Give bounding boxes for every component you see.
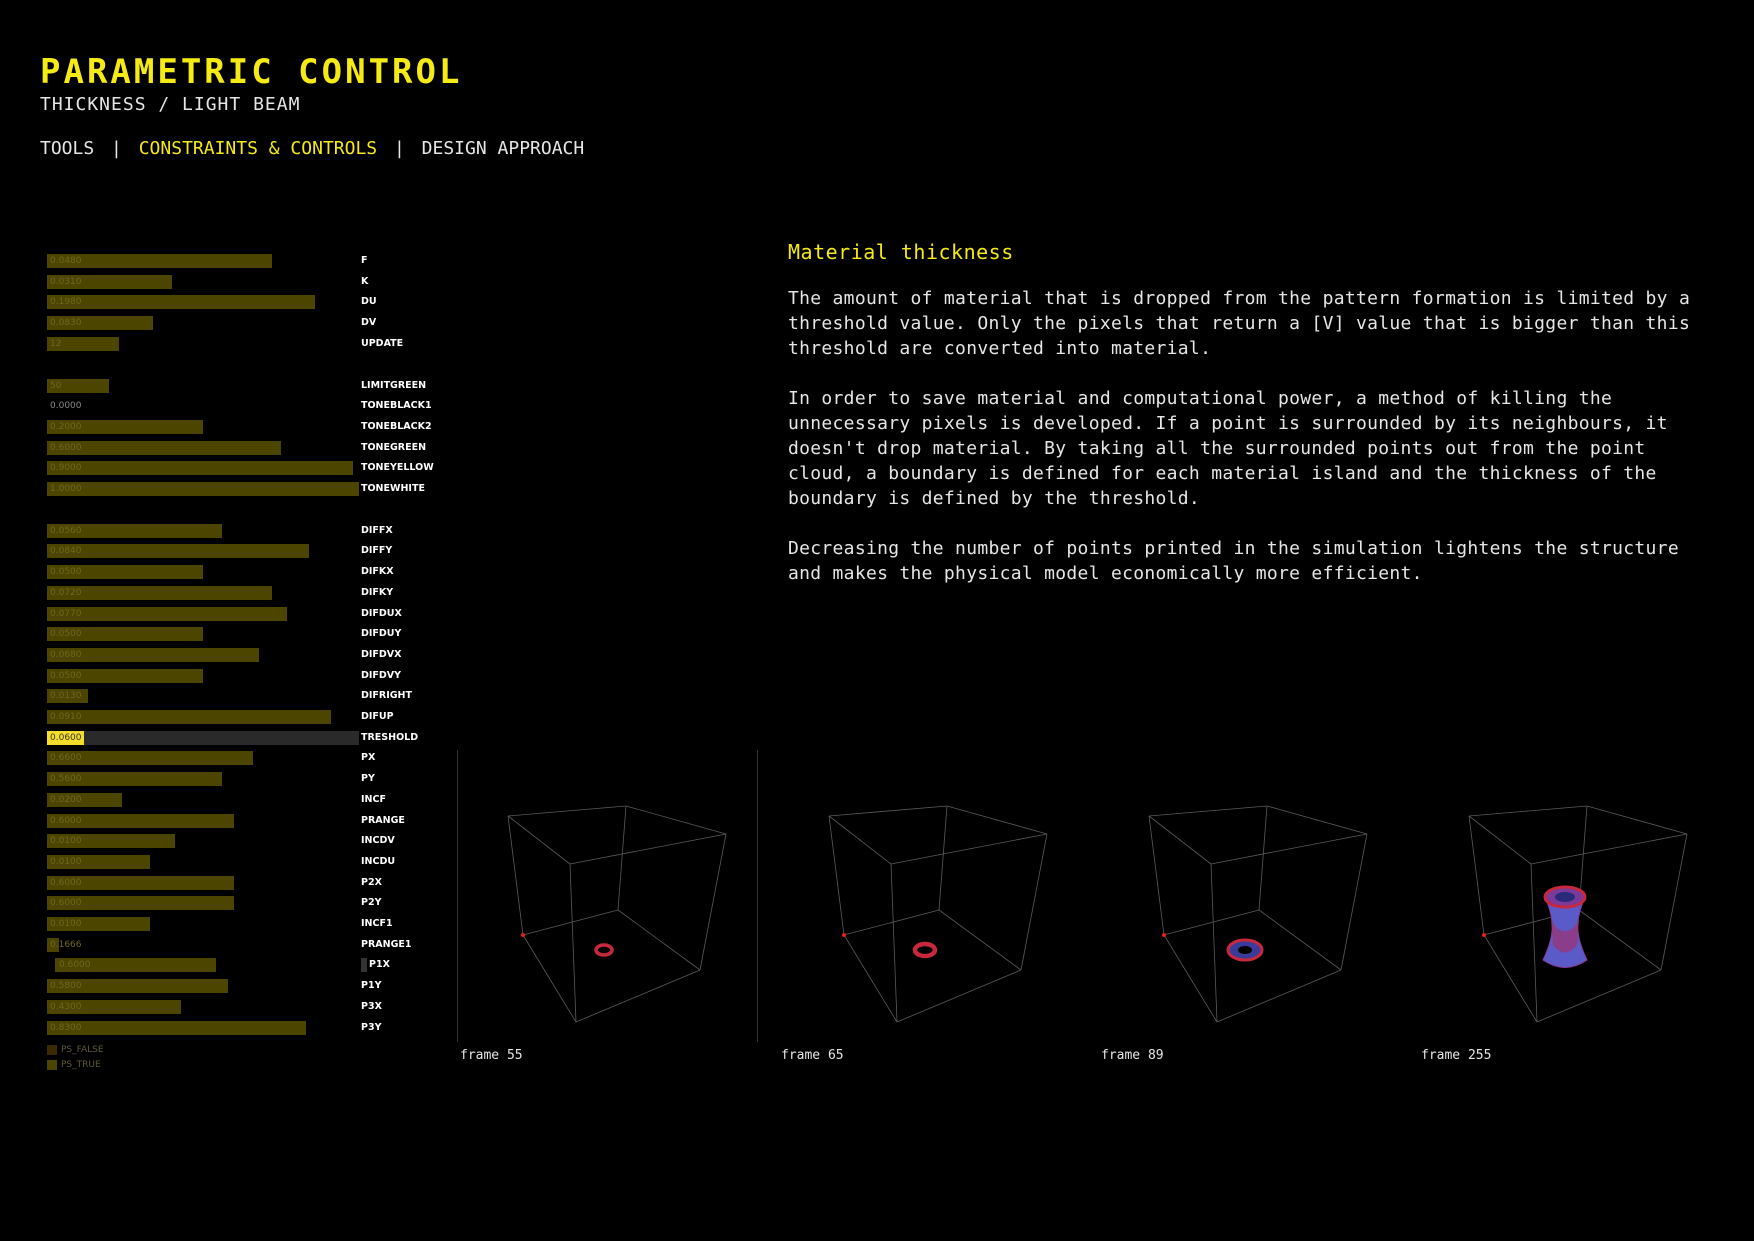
legend-swatch	[47, 1060, 57, 1070]
cube-edge	[829, 816, 844, 935]
slider-value: 0.0130	[50, 691, 82, 702]
cube-edge	[508, 816, 570, 864]
slider-value: 50	[50, 380, 62, 391]
slider-label: F	[361, 255, 368, 266]
nav-item-design-approach[interactable]: DESIGN APPROACH	[421, 138, 585, 159]
slider-value: 0.1980	[50, 297, 82, 308]
slider-track[interactable]	[47, 254, 359, 268]
cube-edge	[1267, 806, 1367, 834]
slider-label: DIFUP	[361, 711, 394, 722]
slider-label: DV	[361, 317, 377, 329]
origin-marker	[842, 933, 846, 937]
slider-track[interactable]	[47, 295, 359, 309]
slider-value: 0.0910	[50, 712, 82, 722]
frame-canvas	[1419, 760, 1719, 1040]
slider-value: 0.0310	[50, 276, 82, 287]
slider-label: TONEBLACK1	[361, 400, 432, 412]
slider-label: DIFDUY	[361, 628, 402, 640]
slider-track[interactable]	[47, 731, 359, 745]
slider-p3y[interactable]	[47, 1021, 447, 1035]
slider-track[interactable]	[47, 979, 359, 993]
slider-value: 0.6000	[50, 815, 82, 826]
slider-value: 0.1666	[50, 939, 82, 950]
slider-value: 0.0560	[50, 525, 82, 536]
slider-fill	[47, 441, 281, 455]
nav-item-tools[interactable]: TOOLS	[40, 138, 95, 159]
slider-track[interactable]	[47, 772, 359, 786]
slider-track[interactable]	[47, 876, 359, 890]
cube-edge	[508, 806, 626, 816]
slider-fill	[47, 607, 287, 621]
slider-label: P3Y	[361, 1021, 382, 1033]
slider-value: 1.0000	[50, 484, 82, 494]
cube-edge	[1164, 910, 1259, 935]
slider-difright[interactable]	[47, 689, 447, 703]
cube-edge	[939, 806, 947, 910]
origin-marker	[1482, 933, 1486, 937]
slider-label: P1Y	[361, 980, 382, 992]
cube-edge	[576, 970, 700, 1022]
slider-label: P2X	[361, 876, 382, 888]
slider-value: 0.0680	[50, 649, 82, 660]
cube-edge	[1469, 816, 1484, 935]
cube-edge	[939, 910, 1021, 970]
cube-edge	[829, 816, 891, 864]
slider-treshold[interactable]	[47, 731, 447, 745]
slider-track[interactable]	[47, 1021, 359, 1035]
slider-track[interactable]	[47, 669, 359, 683]
frame-caption: frame 255	[1421, 1048, 1492, 1063]
slider-track[interactable]	[47, 917, 359, 931]
slider-track[interactable]	[47, 544, 359, 558]
slider-label: TONEWHITE	[361, 483, 425, 494]
cube-edge	[1259, 910, 1341, 970]
cube-edge	[1341, 834, 1367, 970]
legend-swatch	[47, 1045, 57, 1055]
page-subtitle: THICKNESS / LIGHT BEAM	[40, 94, 301, 115]
material-column-hole	[1555, 892, 1575, 902]
slider-track[interactable]	[47, 834, 359, 848]
slider-label: INCDU	[361, 855, 396, 867]
cube-edge	[508, 816, 523, 935]
slider-marker	[361, 958, 367, 972]
page-title: PARAMETRIC CONTROL	[40, 52, 463, 92]
legend	[47, 1043, 104, 1073]
slider-incf[interactable]	[47, 793, 447, 807]
slider-value: 0.5600	[50, 774, 82, 785]
slider-difup[interactable]	[47, 710, 447, 724]
slider-diffy[interactable]	[47, 544, 447, 558]
material-ring-hole	[1238, 946, 1252, 954]
slider-label: PRANGE1	[361, 938, 412, 950]
cube-edge	[570, 864, 576, 1022]
slider-toneblack2[interactable]	[47, 420, 447, 434]
slider-tonegreen[interactable]	[47, 441, 447, 455]
slider-track[interactable]	[47, 379, 359, 393]
slider-track[interactable]	[47, 938, 359, 952]
slider-difdux[interactable]	[47, 607, 447, 621]
slider-track[interactable]	[47, 689, 359, 703]
article-heading: Material thickness	[788, 240, 1014, 264]
frame-canvas	[1099, 760, 1399, 1040]
slider-track[interactable]	[47, 793, 359, 807]
frame-caption: frame 55	[460, 1048, 523, 1063]
slider-dv[interactable]	[47, 316, 447, 330]
cube-edge	[1469, 816, 1531, 864]
slider-label: TONEGREEN	[361, 441, 427, 453]
cube-edge	[844, 910, 939, 935]
slider-value: 0.0100	[50, 856, 82, 867]
slider-value: 0.2000	[50, 421, 82, 432]
slider-fill	[47, 295, 315, 309]
slider-fill	[47, 710, 331, 724]
slider-value: 0.0720	[50, 587, 82, 598]
slider-update[interactable]	[47, 337, 447, 351]
slider-value: 0.8300	[50, 1022, 82, 1033]
slider-incdu[interactable]	[47, 855, 447, 869]
slider-label: DIFFY	[361, 545, 393, 557]
slider-label: DIFDVY	[361, 669, 402, 681]
slider-p1y[interactable]	[47, 979, 447, 993]
slider-value: 12	[50, 338, 62, 349]
slider-track[interactable]	[47, 607, 359, 621]
material-ring	[596, 945, 612, 955]
origin-marker	[521, 933, 525, 937]
slider-label: DIFRIGHT	[361, 690, 412, 702]
legend-item[interactable]	[47, 1043, 104, 1057]
cube-edge	[1661, 834, 1687, 970]
slider-difdvx[interactable]	[47, 648, 447, 662]
nav-separator: |	[111, 138, 122, 159]
slider-track[interactable]	[47, 275, 359, 289]
slider-tonewhite[interactable]	[47, 482, 447, 496]
slider-label: P3X	[361, 1000, 382, 1012]
slider-label: DIFDVX	[361, 648, 402, 660]
cube-edge	[1211, 834, 1367, 864]
cube-edge	[1587, 806, 1687, 834]
cube-edge	[1217, 970, 1341, 1022]
slider-p2x[interactable]	[47, 876, 447, 890]
slider-incf1[interactable]	[47, 917, 447, 931]
slider-label: P1X	[369, 959, 390, 971]
slider-track[interactable]	[47, 1000, 359, 1014]
slider-value: 0.0500	[50, 629, 82, 640]
slider-track[interactable]	[47, 316, 359, 330]
slider-f[interactable]	[47, 254, 447, 268]
article-paragraph: Decreasing the number of points printed in the simulation lightens the structure and makes the physical model economically more efficient.	[788, 538, 1679, 584]
slider-value: 0.6000	[50, 442, 82, 453]
cube-edge	[700, 834, 726, 970]
cube-edge	[1537, 970, 1661, 1022]
legend-item[interactable]	[47, 1058, 104, 1072]
cube-edge	[1531, 864, 1537, 1022]
slider-value: 0.0480	[50, 256, 82, 266]
cube-edge	[523, 910, 618, 935]
slider-diffx[interactable]	[47, 524, 447, 538]
slider-label: PY	[361, 773, 375, 785]
cube-edge	[570, 834, 726, 864]
slider-label: LIMITGREEN	[361, 379, 427, 391]
cube-edge	[1211, 864, 1217, 1022]
slider-toneblack1[interactable]	[47, 399, 447, 413]
cube-edge	[829, 806, 947, 816]
slider-value: 0.0770	[50, 608, 82, 619]
frame-canvas	[779, 760, 1079, 1040]
slider-fill	[47, 1021, 306, 1035]
slider-track[interactable]	[47, 420, 359, 434]
origin-marker	[1162, 933, 1166, 937]
cube-edge	[844, 935, 897, 1022]
slider-label: TONEBLACK2	[361, 420, 432, 432]
frame-caption: frame 65	[781, 1048, 844, 1063]
frame-view[interactable]	[1419, 760, 1719, 1063]
slider-value: 0.6000	[59, 960, 91, 971]
frame-view[interactable]	[1099, 760, 1399, 1063]
slider-label: INCDV	[361, 835, 395, 847]
slider-label: PX	[361, 752, 376, 764]
cube-edge	[1164, 935, 1217, 1022]
slider-fill	[47, 544, 309, 558]
slider-track[interactable]	[47, 896, 359, 910]
slider-value: 0.0100	[50, 836, 82, 847]
frame-canvas	[458, 760, 758, 1040]
cube-edge	[947, 806, 1047, 834]
slider-value: 0.9000	[50, 463, 82, 474]
frame-caption: frame 89	[1101, 1048, 1164, 1063]
slider-track[interactable]	[47, 441, 359, 455]
slider-value: 0.0600	[50, 732, 82, 743]
slider-label: P2Y	[361, 897, 382, 909]
slider-fill	[47, 461, 353, 475]
slider-label: INCF	[361, 793, 386, 805]
slider-value: 0.5800	[50, 981, 82, 992]
slider-value: 0.0840	[50, 546, 82, 557]
cube-edge	[891, 864, 897, 1022]
slider-difdvy[interactable]	[47, 669, 447, 683]
legend-label: PS_TRUE	[61, 1060, 101, 1070]
slider-value: 0.6000	[50, 877, 82, 888]
nav-item-constraints-controls[interactable]: CONSTRAINTS & CONTROLS	[138, 138, 378, 159]
cube-edge	[1484, 935, 1537, 1022]
slider-track[interactable]	[47, 751, 359, 765]
slider-track[interactable]	[47, 586, 359, 600]
slider-track[interactable]	[47, 710, 359, 724]
slider-track[interactable]	[47, 461, 359, 475]
cube-edge	[523, 935, 576, 1022]
slider-value: 0.0830	[50, 318, 82, 329]
slider-track[interactable]	[47, 482, 359, 496]
slider-limitgreen[interactable]	[47, 379, 447, 393]
slider-label: DIFKY	[361, 586, 394, 598]
frame-view[interactable]	[458, 760, 758, 1063]
slider-value: 0.6000	[50, 898, 82, 909]
cube-edge	[1149, 816, 1211, 864]
slider-label: UPDATE	[361, 337, 404, 349]
slider-track[interactable]	[47, 524, 359, 538]
slider-track[interactable]	[47, 958, 359, 972]
cube-edge	[1021, 834, 1047, 970]
slider-label: DIFFX	[361, 524, 393, 536]
slider-track[interactable]	[47, 565, 359, 579]
slider-difkx[interactable]	[47, 565, 447, 579]
slider-label: PRANGE	[361, 814, 405, 826]
article	[788, 240, 1708, 611]
cube-edge	[1149, 816, 1164, 935]
slider-prange1[interactable]	[47, 938, 447, 952]
slider-difky[interactable]	[47, 586, 447, 600]
slider-value: 0.4300	[50, 1001, 82, 1012]
cube-edge	[626, 806, 726, 834]
slider-fill	[47, 482, 359, 496]
slider-label: DIFKX	[361, 566, 394, 578]
slider-value: 0.0500	[50, 670, 82, 681]
slider-track[interactable]	[47, 627, 359, 641]
slider-track[interactable]	[47, 399, 359, 413]
slider-track[interactable]	[47, 814, 359, 828]
slider-py[interactable]	[47, 772, 447, 786]
slider-track[interactable]	[47, 855, 359, 869]
slider-value: 0.0000	[50, 401, 82, 412]
article-paragraph: The amount of material that is dropped from the pattern formation is limited by a threshold value. Only the pixels that return a [V] value that is bigger than this threshold are converted into material.	[788, 288, 1691, 359]
article-paragraph: In order to save material and computational power, a method of killing the unnecessary pixels is developed. If a point is surrounded by its neighbours, it doesn't drop material. By taking all the surrounded points out from the point cloud, a boundary is defined for each material island and the thickness of the boundary is defined by the threshold.	[788, 388, 1668, 509]
cube-edge	[1469, 806, 1587, 816]
cube-edge	[618, 910, 700, 970]
slider-incdv[interactable]	[47, 834, 447, 848]
cube-edge	[1259, 806, 1267, 910]
nav-separator: |	[393, 138, 405, 159]
cube-edge	[1579, 910, 1661, 970]
slider-value: 0.0200	[50, 794, 82, 805]
slider-du[interactable]	[47, 295, 447, 309]
slider-prange[interactable]	[47, 814, 447, 828]
slider-px[interactable]	[47, 751, 447, 765]
frame-view[interactable]	[779, 760, 1079, 1063]
cube-edge	[618, 806, 626, 910]
slider-label: TONEYELLOW	[361, 462, 434, 474]
slider-track[interactable]	[47, 337, 359, 351]
slider-label: INCF1	[361, 918, 393, 929]
legend-label: PS_FALSE	[61, 1045, 104, 1055]
slider-label: K	[361, 275, 369, 287]
slider-p3x[interactable]	[47, 1000, 447, 1014]
slider-difduy[interactable]	[47, 627, 447, 641]
slider-value: 0.0100	[50, 919, 82, 929]
cube-edge	[1149, 806, 1267, 816]
slider-label: DU	[361, 296, 377, 308]
cube-edge	[1531, 834, 1687, 864]
slider-toneyellow[interactable]	[47, 461, 447, 475]
section-nav	[40, 138, 584, 159]
slider-value: 0.0500	[50, 567, 82, 578]
slider-k[interactable]	[47, 275, 447, 289]
slider-label: DIFDUX	[361, 607, 402, 619]
material-ring	[915, 944, 935, 956]
slider-track[interactable]	[47, 648, 359, 662]
control-panel	[47, 254, 447, 1074]
cube-edge	[897, 970, 1021, 1022]
slider-value: 0.6600	[50, 753, 82, 764]
cube-edge	[891, 834, 1047, 864]
slider-p1x[interactable]	[47, 958, 447, 972]
slider-label: TRESHOLD	[361, 731, 419, 743]
slider-p2y[interactable]	[47, 896, 447, 910]
